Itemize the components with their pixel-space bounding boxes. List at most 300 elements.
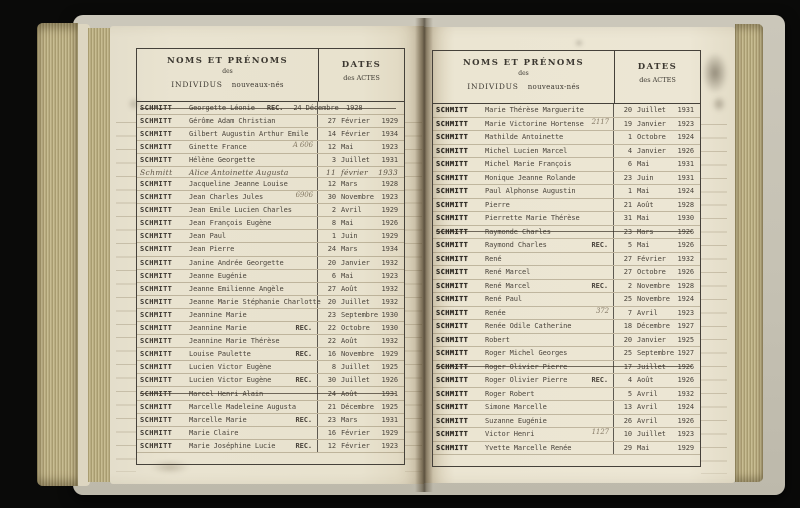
date-year: 1926 [381,219,398,228]
date-cell [318,348,404,360]
right-index-table [432,50,701,467]
names-cell [433,239,614,252]
date-day: 30 [327,376,336,385]
given-names: Roger Michel Georges [485,349,568,358]
table-row [137,387,404,400]
date-cell [614,293,700,306]
surname: SCHMITT [140,245,173,254]
rec-label: REC. [295,441,312,450]
names-cell [137,309,318,321]
date-day: 25 [623,349,632,358]
date-cell [318,322,404,334]
date-year: 1923 [381,143,398,152]
given-names: Roger Olivier Pierre [485,376,568,385]
date-cell [318,414,404,426]
surname: SCHMITT [436,389,469,398]
date-month: Avril [637,416,658,425]
given-names: Mathilde Antoinette [485,133,564,142]
handwritten-annotation: 372 [595,306,609,315]
date-month: Janvier [637,146,666,155]
given-names: Jacqueline Jeanne Louise [189,180,288,189]
individus-label: INDIVIDUS [171,80,223,89]
given-names: René Paul [485,295,523,304]
date-cell [318,115,404,127]
date-year: 1929 [381,206,398,215]
table-row [137,296,404,309]
date-day: 1 [627,187,632,196]
names-cell [433,320,614,333]
date-year: 1926 [677,268,694,277]
table-row [137,128,404,141]
date-day: 23 [623,173,632,182]
given-names: Raymonde Charles [485,227,551,236]
date-day: 27 [623,254,632,263]
surname: SCHMITT [140,324,173,333]
date-cell [318,427,404,439]
date-day: 5 [627,241,632,250]
surname: SCHMITT [140,389,173,398]
date-year: 1929 [677,443,694,452]
surname: SCHMITT [140,415,173,424]
surname: SCHMITT [436,376,469,385]
table-row [137,361,404,374]
names-cell [433,131,614,144]
given-names: Jeanne Emilienne Angèle [189,284,284,293]
table-header [433,51,700,104]
date-cell [614,104,700,117]
date-year: 1931 [677,106,694,115]
date-year: 1932 [381,284,398,293]
date-month: Mars [341,180,358,189]
surname: Schmitt [140,167,173,177]
nouveaux-nes-label: nouveaux-nés [231,81,284,89]
table-row [137,217,404,230]
date-day: 21 [327,402,336,411]
table-row [137,348,404,361]
surname: SCHMITT [140,363,173,372]
left-page [110,26,424,484]
rec-label: REC. [591,376,608,385]
names-cell [137,414,318,426]
surname: SCHMITT [140,441,173,450]
names-cell [137,322,318,334]
date-year: 1934 [381,130,398,139]
table-row [433,320,700,334]
date-month: Avril [637,308,658,317]
table-row [433,104,700,118]
names-cell [137,128,318,140]
date-day: 23 [623,227,632,236]
rec-label: REC. [295,415,312,424]
names-cell [433,401,614,414]
date-year: 1932 [381,297,398,306]
surname: SCHMITT [140,232,173,241]
date-month: Juin [341,232,358,241]
given-names: Jeannine Marie [189,324,247,333]
given-names: Renée Odile Catherine [485,322,572,331]
given-names: René Marcel [485,281,531,290]
surname: SCHMITT [436,119,469,128]
date-day: 26 [623,416,632,425]
surname: SCHMITT [140,104,173,113]
date-cell [614,428,700,441]
given-names: Alice Antoinette Augusta [189,167,289,177]
date-year: 1926 [677,241,694,250]
dates-column-header [615,51,700,103]
date-year: 1924 [677,133,694,142]
dates-header-title: DATES [637,62,678,72]
names-cell [433,307,614,320]
rec-label: REC. [591,281,608,290]
date-day: 23 [327,310,336,319]
given-names: Michel Marie François [485,160,572,169]
table-row [137,230,404,243]
date-year: 1926 [677,376,694,385]
names-cell [433,361,614,374]
names-cell [433,415,614,428]
given-names: Jean François Eugène [189,219,272,228]
names-cell [433,293,614,306]
surname: SCHMITT [436,227,469,236]
names-cell [433,428,614,441]
table-row [433,388,700,402]
date-year: 1924 [677,187,694,196]
date-year: 1928 [677,281,694,290]
date-month: Juin [637,173,654,182]
date-cell [614,347,700,360]
date-month: Avril [637,403,658,412]
date-day: 20 [327,297,336,306]
table-row [137,414,404,427]
given-names: René [485,254,502,263]
surname: SCHMITT [436,254,469,263]
names-cell [137,167,318,177]
surname: SCHMITT [140,156,173,165]
date-month: Février [341,117,370,126]
names-cell [137,283,318,295]
given-names: Marie Claire [189,428,239,437]
table-row [433,185,700,199]
date-cell [318,335,404,347]
surname: SCHMITT [140,180,173,189]
table-row [137,309,404,322]
date-month: Février [341,428,370,437]
book-gutter-shadow [415,18,433,492]
date-day: 6 [331,271,336,280]
table-row [433,334,700,348]
date-day: 3 [331,156,336,165]
names-cell [137,204,318,216]
surname: SCHMITT [140,350,173,359]
date-cell [614,320,700,333]
given-names: Hélène Georgette [189,156,255,165]
date-year: 1925 [381,363,398,372]
given-names: Marcelle Madeleine Augusta [189,402,296,411]
table-row [433,280,700,294]
surname: SCHMITT [140,310,173,319]
date-month: Mai [637,187,650,196]
given-names: Victor Henri [485,430,535,439]
date-year: 1929 [381,232,398,241]
table-row [137,374,404,387]
given-names: Jeannine Marie Thérèse [189,337,280,346]
date-year: 1930 [677,214,694,223]
individus-label: INDIVIDUS [467,82,519,91]
date-cell [614,253,700,266]
date-month: Octobre [341,324,370,333]
date-month: Décembre [341,402,374,411]
date-month: Septembre [637,349,675,358]
names-cell [137,401,318,413]
date-day: 2 [627,281,632,290]
date-day: 23 [327,415,336,424]
surname: SCHMITT [140,117,173,126]
page-edges-left-outer [37,23,78,486]
surname: SCHMITT [436,241,469,250]
date-year: 1928 [381,180,398,189]
rec-label: REC. [295,324,312,333]
given-names: Pierrette Marie Thérèse [485,214,580,223]
date-year: 1923 [677,308,694,317]
date-cell [318,154,404,166]
dates-header-title: DATES [341,60,382,70]
names-cell [433,374,614,387]
names-cell [137,217,318,229]
given-names: Simone Marcelle [485,403,547,412]
date-year: 1930 [381,324,398,333]
date-year: 1929 [381,117,398,126]
table-row [433,158,700,172]
date-month: Septembre [341,310,379,319]
date-month: Juillet [341,376,370,385]
names-cell [433,280,614,293]
date-day-month: 24 Décembre [293,104,339,113]
given-names: Jean Emile Lucien Charles [189,206,292,215]
date-year: 1931 [677,160,694,169]
names-cell [137,387,318,399]
given-names: Jean Pierre [189,245,235,254]
handwritten-annotation: 1127 [591,428,609,436]
given-names: Pierre [485,200,510,209]
date-day: 4 [627,146,632,155]
given-names: Renée [485,308,506,317]
date-cell [614,158,700,171]
names-cell [137,440,318,452]
surname: SCHMITT [436,133,469,142]
date-cell [318,283,404,295]
table-row [433,118,700,132]
date-day: 27 [327,117,336,126]
surname: SCHMITT [436,187,469,196]
names-cell [137,270,318,282]
date-month: Mai [637,160,650,169]
date-year: 1923 [381,193,398,202]
date-year: 1930 [381,310,398,319]
date-year: 1926 [677,227,694,236]
date-day: 25 [623,295,632,304]
names-column-header [433,51,615,103]
date-day: 1 [331,232,336,241]
table-row [137,401,404,414]
table-row [137,102,404,115]
given-names: Jeanne Eugénie [189,271,247,280]
date-month: Novembre [637,281,670,290]
date-day: 16 [327,428,336,437]
given-names: Monique Jeanne Rolande [485,173,576,182]
date-month: Janvier [341,258,370,267]
date-month: Mai [637,241,650,250]
date-month: Août [341,389,358,398]
table-row [433,172,700,186]
names-cell [433,334,614,347]
date-year: 1931 [381,156,398,165]
date-day: 30 [327,193,336,202]
date-year: 1924 [677,295,694,304]
surname: SCHMITT [140,337,173,346]
date-cell [318,178,404,190]
date-cell [318,374,404,386]
date-year: 1932 [677,389,694,398]
surname: SCHMITT [436,268,469,277]
date-year: 1923 [677,430,694,439]
date-year: 1924 [677,403,694,412]
rec-label: REC. [295,376,312,385]
date-cell [614,226,700,239]
table-row [433,226,700,240]
ruled-lines-left-margin [116,122,136,472]
date-cell [318,141,404,153]
date-month: Janvier [637,119,666,128]
date-day: 14 [327,130,336,139]
left-index-table [136,48,405,465]
names-cell [137,115,318,127]
dates-header-subtitle: des ACTES [343,74,380,82]
date-year: 1929 [381,428,398,437]
rec-label: REC. [591,241,608,250]
page-edges-left-inner [88,28,112,482]
date-month: Octobre [637,268,666,277]
date-month: Juillet [341,156,370,165]
surname: SCHMITT [140,402,173,411]
date-day: 1 [627,133,632,142]
names-cell [433,158,614,171]
table-row [137,335,404,348]
date-day: 22 [327,337,336,346]
date-month: Octobre [637,133,666,142]
date-month: Août [637,200,654,209]
date-year: 1926 [677,362,694,371]
table-row [433,212,700,226]
date-month: Mai [341,271,354,280]
date-cell [318,167,404,177]
names-cell [137,230,318,242]
surname: SCHMITT [140,143,173,152]
date-year: 1931 [381,415,398,424]
names-cell [137,348,318,360]
nouveaux-nes-label: nouveaux-nés [527,83,580,91]
table-row [137,178,404,191]
date-day: 20 [623,335,632,344]
date-cell [614,388,700,401]
names-cell [433,253,614,266]
date-month: Juillet [341,363,370,372]
date-day: 13 [623,403,632,412]
date-cell [614,280,700,293]
date-day: 12 [327,180,336,189]
date-cell [318,128,404,140]
left-table-rows [137,102,404,464]
date-cell [318,204,404,216]
date-cell [614,145,700,158]
table-row [433,428,700,442]
date-day: 24 [327,245,336,254]
date-day: 24 [327,389,336,398]
given-names: René Marcel [485,268,531,277]
date-day: 20 [623,106,632,115]
table-row [137,154,404,167]
table-row [433,131,700,145]
given-names: Paul Alphonse Augustin [485,187,576,196]
surname: SCHMITT [436,416,469,425]
surname: SCHMITT [436,403,469,412]
date-day: 5 [627,389,632,398]
date-cell [614,266,700,279]
date-cell [614,401,700,414]
given-names: Gilbert Augustin Arthur Emile [189,130,309,139]
table-row [137,243,404,256]
surname: SCHMITT [436,200,469,209]
given-names: Marcel Henri Alain [189,389,264,398]
surname: SCHMITT [140,193,173,202]
names-cell [137,243,318,255]
names-cell [433,226,614,239]
table-row [433,361,700,375]
date-year: 1926 [677,146,694,155]
date-cell [318,270,404,282]
names-cell [137,361,318,373]
date-cell [614,307,700,320]
table-row [433,145,700,159]
date-year: 1925 [381,402,398,411]
surname: SCHMITT [436,362,469,371]
date-day: 12 [327,441,336,450]
table-row [137,115,404,128]
date-day: 8 [331,363,336,372]
surname: SCHMITT [436,430,469,439]
date-cell [318,296,404,308]
date-month: Mai [341,143,354,152]
table-row [433,442,700,456]
names-cell [137,178,318,190]
given-names: Michel Lucien Marcel [485,146,568,155]
given-names: Gérôme Adam Christian [189,117,276,126]
surname: SCHMITT [436,160,469,169]
names-header-subtitle [171,80,284,89]
surname: SCHMITT [140,130,173,139]
given-names: Roger Robert [485,389,535,398]
surname: SCHMITT [436,281,469,290]
date-day: 12 [327,143,336,152]
date-year: 1927 [677,349,694,358]
date-cell [318,361,404,373]
given-names: Georgette Léonie [189,104,255,113]
date-month: Août [341,337,358,346]
date-year: 1931 [381,389,398,398]
date-cell [318,257,404,269]
date-month: Mai [637,214,650,223]
surname: SCHMITT [436,295,469,304]
names-cell [433,347,614,360]
